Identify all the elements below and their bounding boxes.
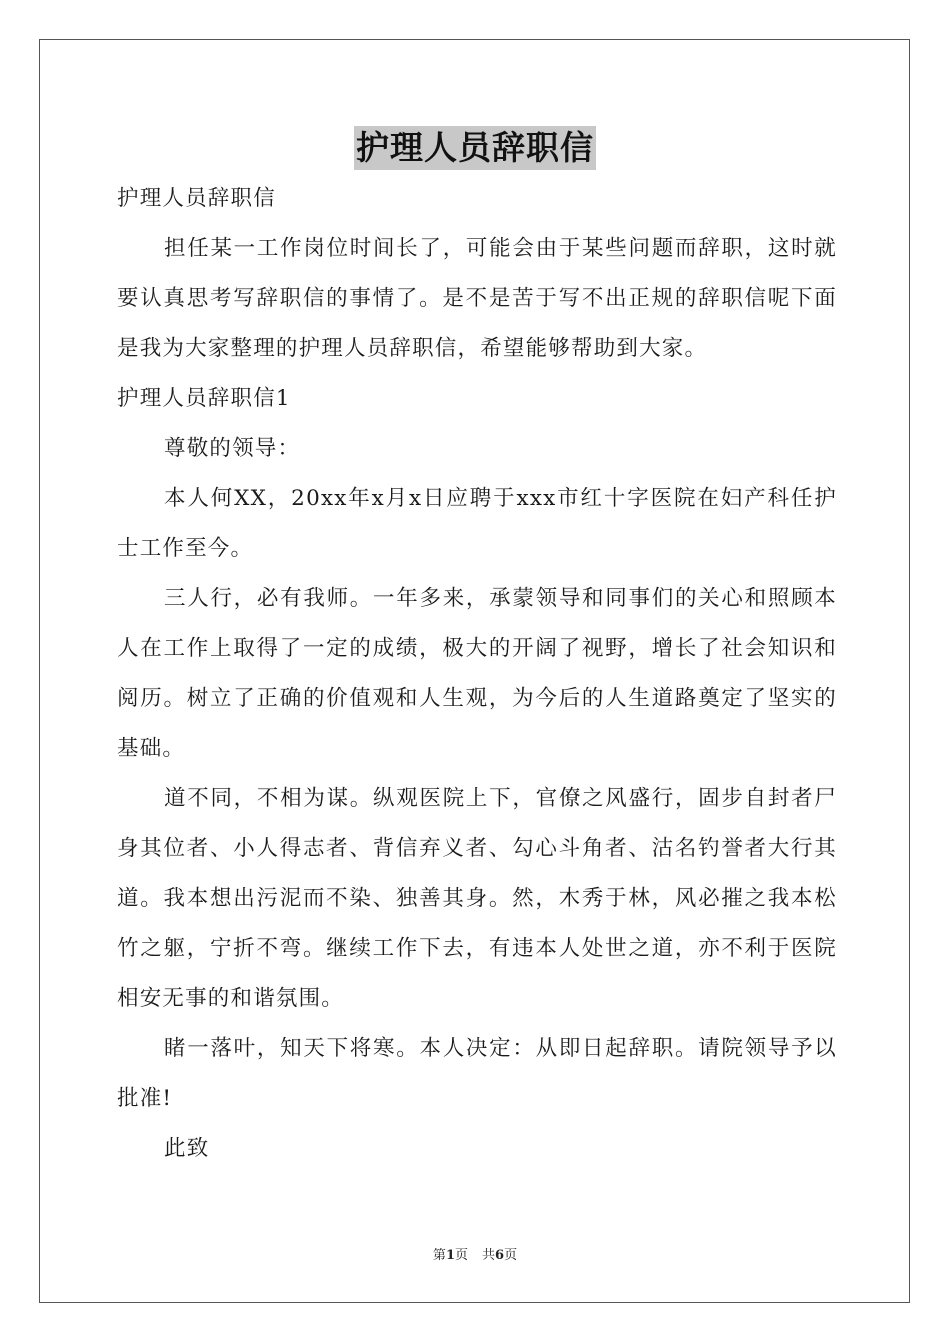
page-footer: [0, 1246, 950, 1266]
paragraph-reason: 道不同，不相为谋。纵观医院上下，官僚之风盛行，固步自封者尸身其位者、小人得志者、背信弃义者、勾心斗角者、沽名钓誉者大行其道。我本想出污泥而不染、独善其身。然，木秀于林，风必摧之我本松竹之躯，宁折不弯。继续工作下去，有违本人处世之道，亦不利于医院相安无事的和谐氛围。: [117, 786, 837, 1011]
paragraph-salutation: 尊敬的领导：: [164, 436, 301, 461]
document-title: 护理人员辞职信: [354, 126, 596, 170]
footer-page-current: 1: [445, 1248, 455, 1263]
paragraph-intro: 担任某一工作岗位时间长了，可能会由于某些问题而辞职，这时就要认真思考写辞职信的事情了。是不是苦于写不出正规的辞职信呢下面是我为大家整理的护理人员辞职信，希望能够帮助到大家。: [117, 236, 837, 361]
document-body: [117, 174, 837, 1174]
paragraph-letter-heading: 护理人员辞职信1: [117, 386, 291, 411]
footer-total-prefix: 共: [482, 1248, 496, 1263]
footer-page-prefix: 第: [432, 1248, 446, 1263]
paragraph-employment: 本人何XX，20xx年x月x日应聘于xxx市红十字医院在妇产科任护士工作至今。: [117, 486, 837, 561]
paragraph-subtitle: 护理人员辞职信: [117, 186, 276, 211]
footer-page-suffix: 页: [454, 1248, 468, 1263]
title-area: [0, 126, 950, 170]
paragraph-gratitude: 三人行，必有我师。一年多来，承蒙领导和同事们的关心和照顾本人在工作上取得了一定的成绩，极大的开阔了视野，增长了社会知识和阅历。树立了正确的价值观和人生观，为今后的人生道路奠定了坚实的基础。: [117, 586, 837, 761]
footer-total-suffix: 页: [504, 1248, 518, 1263]
paragraph-decision: 睹一落叶，知天下将寒。本人决定：从即日起辞职。请院领导予以批准!: [117, 1036, 837, 1111]
paragraph-closing: 此致: [164, 1136, 210, 1161]
footer-page-total: 6: [495, 1248, 505, 1263]
